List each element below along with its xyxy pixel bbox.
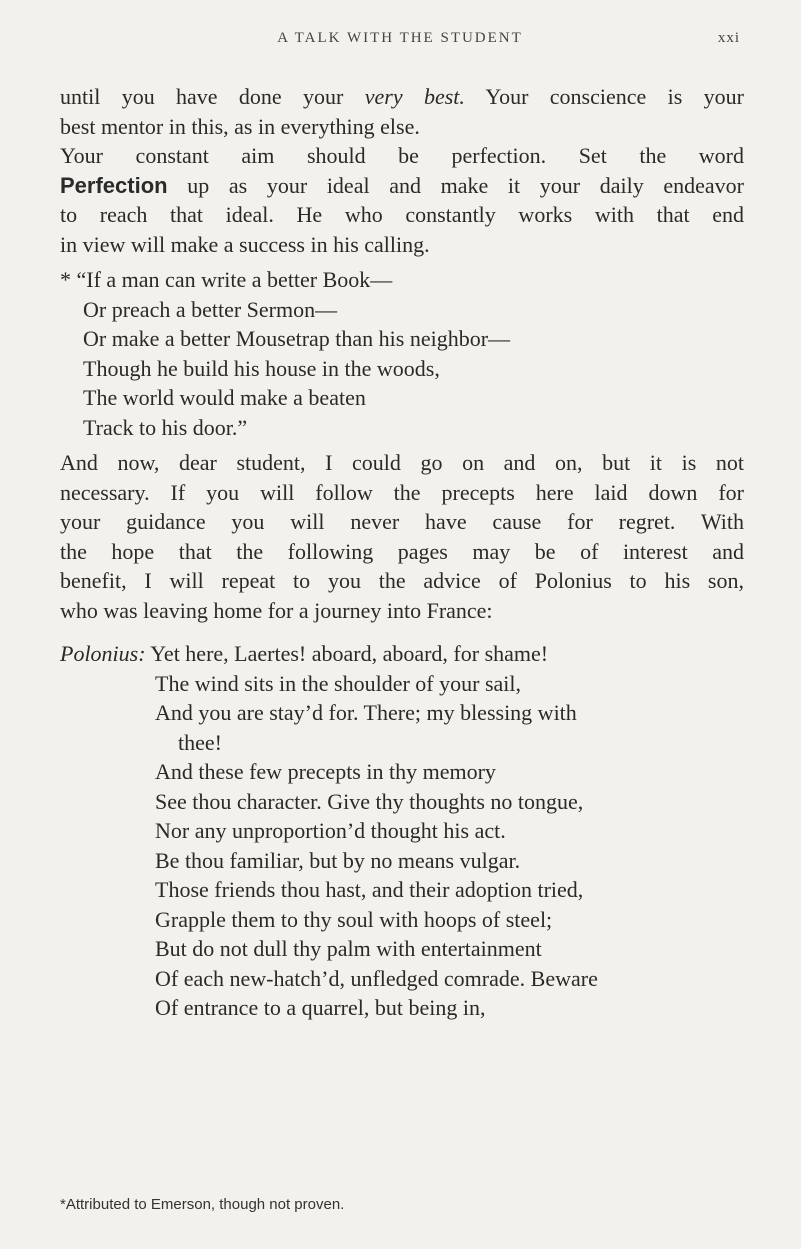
speech-line: Of each new-hatch’d, unfledged comrade. Beware xyxy=(155,965,598,991)
polonius-speech xyxy=(60,639,744,1023)
verse-line: * “If a man can write a better Book— xyxy=(60,267,393,292)
text-line: best mentor in this, as in everything else. xyxy=(60,113,420,139)
speech-line: Grapple them to thy soul with hoops of steel; xyxy=(155,906,553,932)
verse-line: Track to his door.” xyxy=(83,414,248,440)
speech-line: See thou character. Give thy thoughts no tongue, xyxy=(155,788,584,814)
text-line: Perfection up as your ideal and make it your daily endeavor xyxy=(60,172,744,198)
text-line: the hope that the following pages may be of interest and xyxy=(60,538,744,564)
verse-line: Though he build his house in the woods, xyxy=(83,355,440,381)
text-line: to reach that ideal. He who constantly works with that end xyxy=(60,202,744,227)
emerson-quote xyxy=(60,265,744,442)
text-line: necessary. If you will follow the precepts here laid down for xyxy=(60,479,744,505)
text-line: benefit, I will repeat to you the advice of Polonius to his son, xyxy=(60,568,744,593)
speech-line: And these few precepts in thy memory xyxy=(155,759,496,784)
running-head xyxy=(60,30,740,52)
speech-line: And you are stay’d for. There; my blessing with xyxy=(155,700,577,725)
bold-word-perfection: Perfection xyxy=(60,172,168,198)
body-text xyxy=(60,82,744,1023)
speech-line: But do not dull thy palm with entertainment xyxy=(155,936,542,961)
text-line: your guidance you will never have cause for regret. With xyxy=(60,509,744,534)
text-line: And now, dear student, I could go on and on, but it is not xyxy=(60,450,744,475)
speech-line: thee! xyxy=(178,729,222,755)
speaker-name: Polonius: xyxy=(60,641,146,666)
paragraph-perfection xyxy=(60,82,744,259)
speech-line: Polonius: Yet here, Laertes! aboard, aboard, for shame! xyxy=(60,641,549,666)
speech-line: Be thou familiar, but by no means vulgar. xyxy=(155,847,521,873)
text-line: in view will make a success in his calling. xyxy=(60,231,430,257)
running-title: A TALK WITH THE STUDENT xyxy=(277,30,523,46)
paragraph-student xyxy=(60,448,744,625)
verse-line: Or preach a better Sermon— xyxy=(83,296,338,322)
speech-line: Nor any unproportion’d thought his act. xyxy=(155,818,506,843)
verse-line: The world would make a beaten xyxy=(83,385,366,410)
page-number: xxi xyxy=(717,30,740,46)
speech-line: Of entrance to a quarrel, but being in, xyxy=(155,995,486,1020)
speech-line: The wind sits in the shoulder of your sail, xyxy=(155,670,522,696)
verse-line: Or make a better Mousetrap than his neighbor— xyxy=(83,326,511,351)
text-line: until you have done your very best. Your conscience is your xyxy=(60,84,744,109)
text-line: Your constant aim should be perfection. Set the word xyxy=(60,143,744,168)
emphasis-very-best: very best. xyxy=(364,84,465,109)
speech-line: Those friends thou hast, and their adoption tried, xyxy=(155,877,584,902)
text-line: who was leaving home for a journey into France: xyxy=(60,597,493,623)
footnote: *Attributed to Emerson, though not proven. xyxy=(60,1196,345,1213)
